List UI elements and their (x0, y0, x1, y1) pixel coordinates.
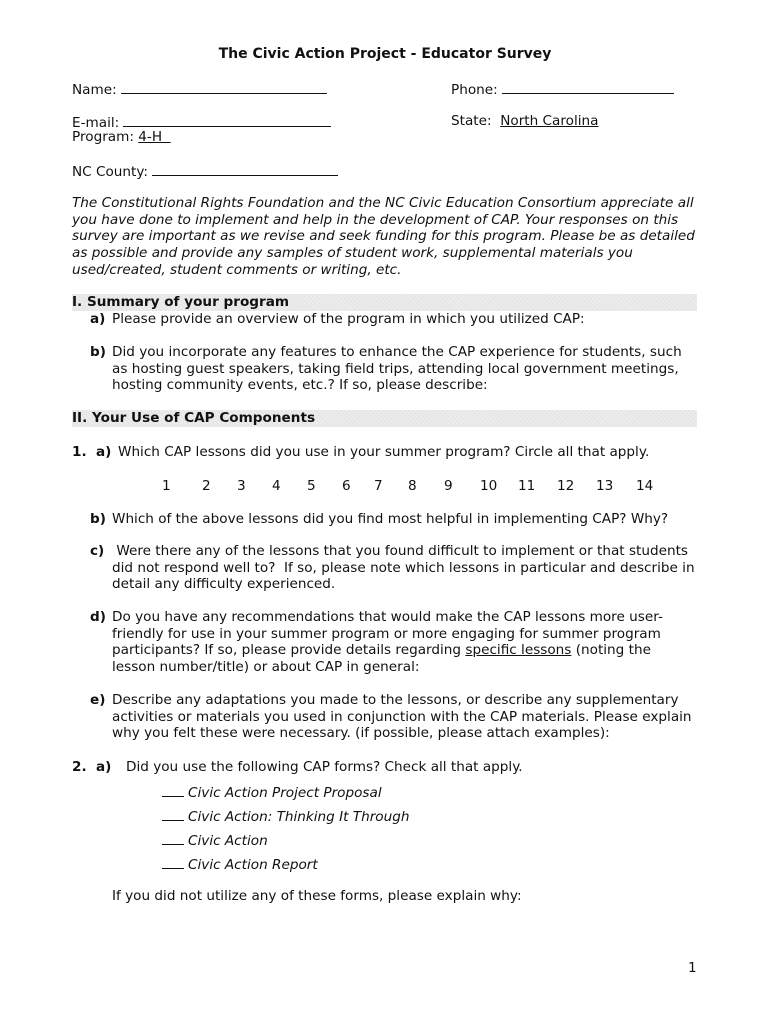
lesson-number[interactable]: 11 (518, 478, 536, 494)
question-1a-overview (90, 311, 700, 328)
lesson-number[interactable]: 14 (636, 478, 654, 494)
checkbox-blank[interactable] (162, 831, 184, 845)
checkbox-blank[interactable] (162, 855, 184, 869)
lesson-number[interactable]: 7 (374, 478, 383, 494)
name-label: Name: (72, 82, 117, 98)
state-label: State: (451, 113, 492, 129)
checkbox-blank[interactable] (162, 807, 184, 821)
lesson-number[interactable]: 1 (162, 478, 171, 494)
intro-paragraph: The Constitutional Rights Foundation and the NC Civic Education Consortium appreciate all you have done to implement and help in the development of CAP. Your responses on this survey are important as we revise and seek funding for this program. Please be as detailed as possible and provide any samples of student work, supplemental materials you used/created, student comments or writing, etc. (72, 195, 695, 278)
question-label: a) (90, 311, 106, 327)
question-text: Were there any of the lessons that you found difficult to implement or that students did not respond well to? If so, please note which lessons in particular and describe in detail any difficulty experienced. (112, 543, 699, 593)
question-1b-features (90, 344, 700, 395)
lesson-number[interactable]: 13 (596, 478, 614, 494)
form-option-civic-action[interactable]: Civic Action (162, 831, 268, 849)
checkbox-blank[interactable] (162, 783, 184, 797)
lesson-number[interactable]: 5 (307, 478, 316, 494)
phone-field[interactable] (451, 80, 674, 98)
question-label: e) (90, 692, 106, 708)
question-2-number: 2. (72, 759, 87, 775)
form-option-report[interactable]: Civic Action Report (162, 855, 318, 873)
page-number: 1 (688, 960, 697, 976)
lesson-number[interactable]: 9 (444, 478, 453, 494)
name-field[interactable] (72, 80, 327, 98)
question-1e-adaptations (90, 692, 700, 743)
lesson-number[interactable]: 8 (408, 478, 417, 494)
page-title: The Civic Action Project - Educator Survey (218, 46, 552, 62)
question-2a-text: Did you use the following CAP forms? Check all that apply. (126, 759, 523, 775)
question-1c-difficult (90, 543, 700, 594)
county-label: NC County: (72, 164, 148, 180)
phone-label: Phone: (451, 82, 498, 98)
section-1-heading: I. Summary of your program (72, 294, 697, 311)
question-text: Which of the above lessons did you find most helpful in implementing CAP? Why? (112, 511, 669, 527)
form-option-proposal[interactable]: Civic Action Project Proposal (162, 783, 382, 801)
question-1a-lessons (96, 444, 706, 461)
program-label: Program: (72, 129, 134, 145)
email-blank[interactable] (123, 113, 331, 127)
question-2a-label: a) (96, 759, 112, 775)
program-value: 4-H (138, 129, 163, 145)
lesson-number[interactable]: 2 (202, 478, 211, 494)
lesson-number[interactable]: 6 (342, 478, 351, 494)
question-text: Please provide an overview of the program in which you utilized CAP: (112, 311, 585, 327)
question-text: Describe any adaptations you made to the lessons, or describe any supplementary activities or materials you used in conjunction with the CAP materials. Please explain why you felt these were necessary. (if possible, please attach examples): (112, 692, 692, 742)
question-1d-recommendations (90, 609, 700, 677)
question-1b-helpful (90, 511, 700, 528)
question-text: Did you incorporate any features to enhance the CAP experience for students, such as hosting guest speakers, taking field trips, attending local government meetings, hosting community events, etc.? If so, please describe: (112, 344, 682, 394)
phone-blank[interactable] (502, 80, 674, 94)
state-value: North Carolina (500, 113, 599, 129)
forms-explain-prompt: If you did not utilize any of these forms, please explain why: (112, 888, 522, 904)
specific-lessons-underline: specific lessons (465, 642, 572, 659)
county-blank[interactable] (152, 162, 338, 176)
lesson-number[interactable]: 3 (237, 478, 246, 494)
email-label: E-mail: (72, 115, 120, 131)
name-blank[interactable] (121, 80, 327, 94)
lesson-number[interactable]: 12 (557, 478, 575, 494)
question-label: c) (90, 543, 105, 559)
question-label: a) (96, 444, 112, 460)
state-field[interactable] (451, 113, 599, 129)
program-field[interactable] (72, 129, 171, 145)
question-label: b) (90, 344, 106, 360)
question-text: Do you have any recommendations that would make the CAP lessons more user-friendly for use in your summer program or more engaging for summer program participants? If so, please provide details regarding specific lessons (noting the lesson number/title) or about CAP in general: (112, 609, 663, 676)
county-field[interactable] (72, 162, 338, 180)
question-label: b) (90, 511, 106, 527)
form-option-thinking-it-through[interactable]: Civic Action: Thinking It Through (162, 807, 409, 825)
lesson-number[interactable]: 10 (480, 478, 498, 494)
section-2-heading: II. Your Use of CAP Components (72, 410, 697, 427)
lesson-number[interactable]: 4 (272, 478, 281, 494)
question-text: Which CAP lessons did you use in your summer program? Circle all that apply. (118, 444, 650, 460)
question-1-number: 1. (72, 444, 87, 460)
question-label: d) (90, 609, 106, 625)
